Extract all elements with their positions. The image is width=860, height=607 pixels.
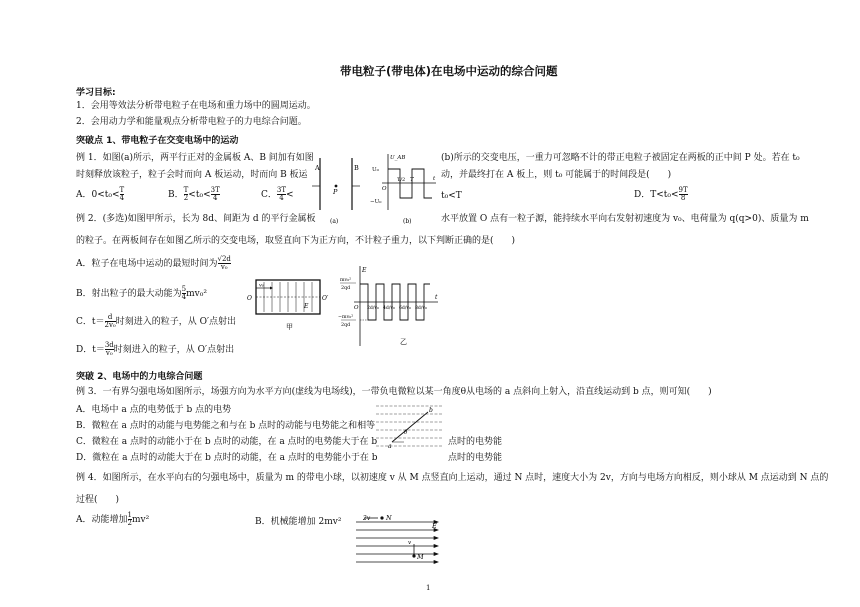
ex4-n-label: N [386,514,392,522]
ex2-line1-left: 例 2．(多选)如图甲所示，长为 8d、间距为 d 的平行金属板 [76,214,316,224]
ex4-2v-label: 2v [363,515,371,522]
ex4-m-label: M [417,553,424,561]
section1-heading: 突破点 1、带电粒子在交变电场中的运动 [76,136,239,146]
section2-heading: 突破 2、电场中的力电综合问题 [76,372,203,382]
ex3-b-label: b [429,407,433,414]
ex1-option-d: D．T<t₀< $\frac{9T}{8}$ [634,186,688,202]
figure-jia-caption: 甲 [286,323,293,331]
ex4-stem: 例 4．如图所示，在水平向右的匀强电场中，质量为 m 的带电小球，以初速度 v 从 M 点竖直向上运动，通过 N 点时，速度大小为 2v，方向与电场方向相反，则小球从 M 点运动到 N 点的 [76,473,829,483]
ex3-a-label: a [388,443,392,450]
figure-a-caption: (a) [330,218,339,225]
ex2-option-b: B．射出粒子的最大动能为 $\frac{5}{4}$ mv₀² [76,285,207,301]
yi-tick-6d: 6d/v₀ [399,306,411,311]
ex1-line2-right: 动，并最终打在 A 板上，则 t₀ 可能属于的时间段是( ) [441,170,672,180]
ex1-option-c-tail: t₀<T [441,191,462,201]
jia-o: O [247,295,252,302]
jia-e: E [304,303,309,310]
objective-2: 2．会用动力学和能量观点分析带电粒子的力电综合问题。 [76,117,307,127]
figure-ex3-field [374,402,444,452]
plate-a-label: A [315,164,320,172]
ex4-point-n-dot [380,516,383,519]
ex4-option-a: A．动能增加 $\frac{1}{2}$ mv² [76,511,150,527]
particle-p-dot [335,185,338,188]
ex1-line1-left: 例 1．如图(a)所示，两平行正对的金属板 A、B 间加有如图 [76,153,314,163]
ex1-option-a: A．0<t₀< $\frac{T}{4}$ [76,186,125,202]
ex3-stem: 例 3．一有界匀强电场如图所示，场强方向为水平方向(虚线为电场线)，一带负电微粒以某一角度θ从电场的 a 点斜向上射入，沿直线运动到 b 点，则可知( ) [76,387,712,397]
objective-1: 1．会用等效法分析带电粒子在电场和重力场中的圆周运动。 [76,101,316,111]
ex4-v-label: v [408,540,412,546]
figure-yi-caption: 乙 [400,338,407,346]
ex1-option-c: C． $\frac{3T}{4}$ < [261,186,294,202]
fig-b-u0: U₀ [372,167,379,173]
fig-b-half-t: T/2 [397,177,406,183]
ex4-stem-2: 过程( ) [76,495,120,505]
ex3-option-a: A．电场中 a 点的电势低于 b 点的电势 [76,405,232,415]
yi-e-pos-n: mv₀² [340,278,352,283]
yi-origin: O [354,305,359,311]
plate-b-label: B [354,164,359,172]
fig-b-t-axis: t [433,176,436,182]
ex2-line2: 的粒子。在两板间存在如图乙所示的交变电场，取竖直向下为正方向，不计粒子重力，以下判断正确的是( ) [76,236,516,246]
ex4-e-label: E [432,522,437,530]
ex3-option-b: B．微粒在 a 点时的动能与电势能之和与在 b 点时的动能与电势能之和相等 [76,421,376,431]
ex1-line1-right: (b)所示的交变电压，一重力可忽略不计的带正电粒子被固定在两板的正中间 P 处。若在 t₀ [441,153,800,163]
fig-b-y-label: U_AB [390,155,406,161]
ex3-option-c: C．微粒在 a 点时的动能小于在 b 点时的动能，在 a 点时的电势能大于在 b [76,437,378,447]
fig-b-t: T [410,177,414,183]
figure-yi-field [338,262,442,354]
objectives-heading: 学习目标: [76,88,116,98]
yi-y-label: E [362,267,367,274]
ex2-line1-right: 水平放置 O 点有一粒子源，能持续水平向右发射初速度为 v₀、电荷量为 q(q>0)、质量为 m [441,214,809,224]
jia-o-prime: O′ [322,295,329,302]
yi-e-neg-d: 2qd [341,323,351,328]
jia-v0: v₀ [259,282,264,289]
fig-b-origin: O [382,186,387,192]
figure-b-voltage [370,150,440,226]
fig-b-neg-u0: −U₀ [370,199,382,205]
yi-tick-8d: 8d/v₀ [415,306,427,311]
yi-e-pos-d: 2qd [341,286,351,291]
ex1-line2-left: 时刻释放该粒子，粒子会时而向 A 板运动，时而向 B 板运 [76,170,308,180]
figure-ex4-field [352,510,442,572]
yi-tick-4d: 4d/v₀ [383,306,395,311]
page-title: 带电粒子(带电体)在电场中运动的综合问题 [340,64,558,78]
ex3-option-d: D．微粒在 a 点时的动能大于在 b 点时的动能，在 a 点时的电势能小于在 b [76,453,378,463]
figure-jia-plates [244,276,334,334]
ex1-option-b: B． $\frac{T}{2}$ <t₀< $\frac{3T}{4}$ [168,186,220,202]
figure-a-plates [312,150,368,226]
yi-e-neg-n: −mv₀² [338,315,354,320]
ex3-theta-label: θ [404,430,408,436]
ex2-option-c: C．t＝ $\frac{d}{\text{2v₀}}$ 时刻进入的粒子，从 O′点射出 [76,313,237,329]
ex3-option-c-tail: 点时的电势能 [448,437,503,447]
ex2-option-a: A．粒子在电场中运动的最短时间为 $\frac{√2d}{\text{v₀}}$ [76,255,231,271]
point-p-label: P [333,188,338,196]
ex3-option-d-tail: 点时的电势能 [448,453,503,463]
ex2-option-d: D．t＝ $\frac{3d}{\text{v₀}}$ 时刻进入的粒子，从 O′点射出 [76,341,235,357]
page-number: 1 [426,584,431,592]
ex4-option-b: B．机械能增加 2mv² [255,517,342,527]
figure-b-caption: (b) [403,218,412,225]
yi-t-axis: t [435,294,438,301]
yi-tick-2d: 2d/v₀ [367,306,379,311]
